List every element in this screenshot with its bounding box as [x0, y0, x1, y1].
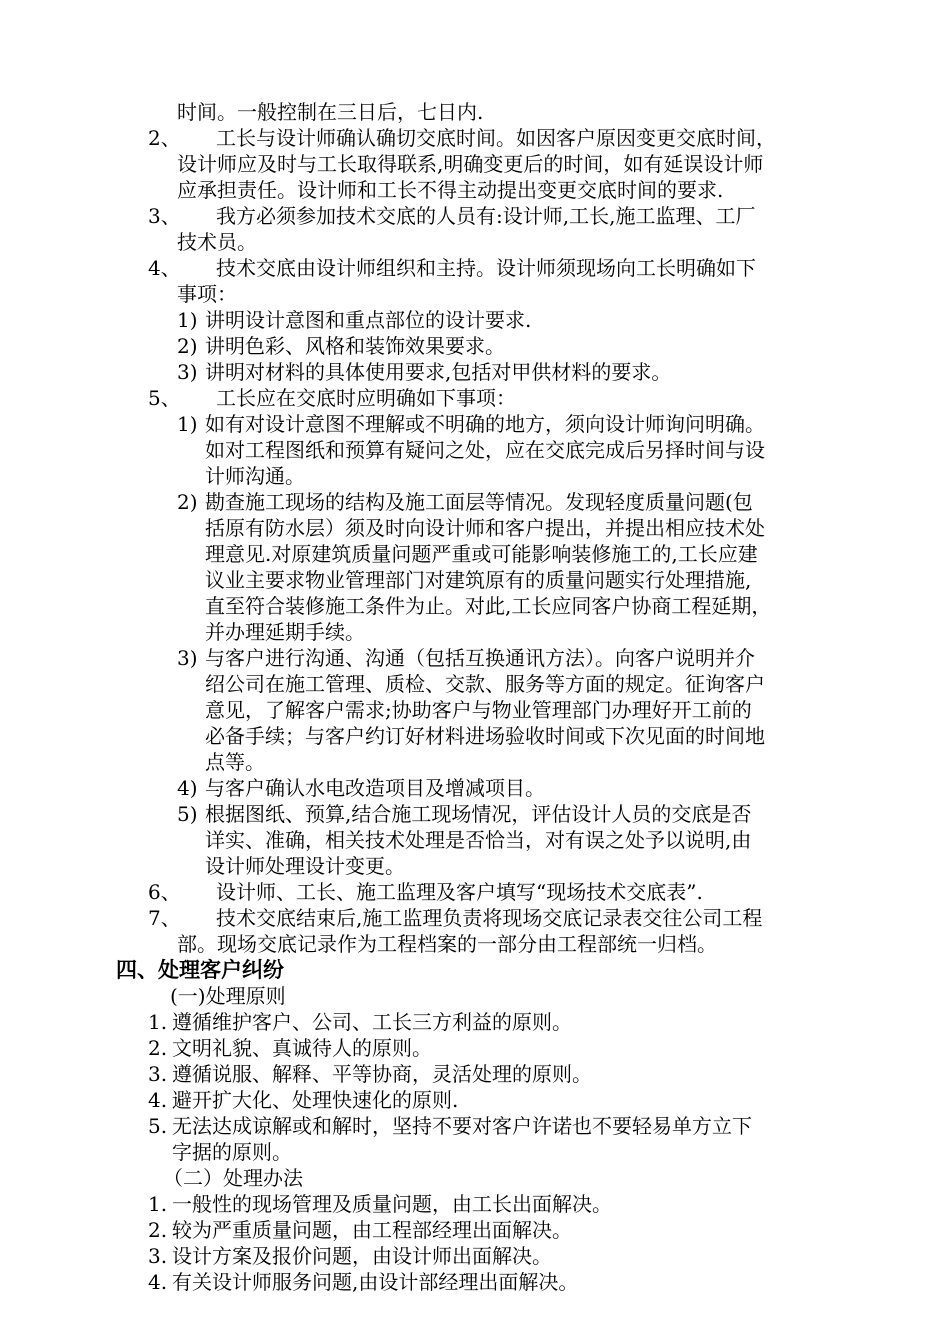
text-line: 绍公司在施工管理、质检、交款、服务等方面的规定。征询客户 [205, 672, 765, 696]
text-line: 技术员。 [177, 230, 257, 254]
text-line: 根据图纸、预算,结合施工现场情况，评估设计人员的交底是否 [205, 802, 752, 826]
text-line: 详实、准确，相关技术处理是否恰当，对有误之处予以说明,由 [205, 828, 752, 852]
text-line: 设计师、工长、施工监理及客户填写“现场技术交底表”. [216, 880, 703, 904]
sub-list-number: 2) [177, 490, 198, 514]
text-line: 时间。一般控制在三日后，七日内. [177, 100, 484, 124]
sub-list-number: 2) [177, 334, 198, 358]
sub-list-number: 1) [177, 308, 198, 332]
text-line: 如有对设计意图不理解或不明确的地方，须向设计师询问明确。 [205, 412, 765, 436]
text-line: 部。现场交底记录作为工程档案的一部分由工程部统一归档。 [177, 932, 717, 956]
list-number: 3、 [148, 204, 181, 228]
list-number: 5. [148, 1114, 168, 1138]
text-line: 讲明色彩、风格和装饰效果要求。 [205, 334, 505, 358]
text-line: 技术交底由设计师组织和主持。设计师须现场向工长明确如下 [216, 256, 756, 280]
text-line: 并办理延期手续。 [205, 620, 365, 644]
text-line: 设计师应及时与工长取得联系,明确变更后的时间，如有延误设计师 [177, 152, 764, 176]
text-line: 我方必须参加技术交底的人员有:设计师,工长,施工监理、工厂 [216, 204, 756, 228]
text-line: 与客户确认水电改造项目及增减项目。 [205, 776, 545, 800]
list-number: 2. [148, 1218, 168, 1242]
text-line: 与客户进行沟通、沟通（包括互换通讯方法）。向客户说明并介 [205, 646, 755, 670]
text-line: 勘查施工现场的结构及施工面层等情况。发现轻度质量问题(包 [205, 490, 753, 514]
text-line: 如对工程图纸和预算有疑问之处，应在交底完成后另择时间与设 [205, 438, 765, 462]
text-line: 设计师处理设计变更。 [205, 854, 405, 878]
list-number: 2. [148, 1036, 168, 1060]
text-line: 有关设计师服务问题,由设计部经理出面解决。 [172, 1270, 579, 1294]
text-line: 无法达成谅解或和解时，坚持不要对客户许诺也不要轻易单方立下 [172, 1114, 752, 1138]
text-line: 理意见.对原建筑质量问题严重或可能影响装修施工的,工长应建 [205, 542, 758, 566]
text-line: 文明礼貌、真诚待人的原则。 [172, 1036, 432, 1060]
text-line: 工长与设计师确认确切交底时间。如因客户原因变更交底时间， [216, 126, 776, 150]
sub-list-number: 1) [177, 412, 198, 436]
list-number: 4. [148, 1270, 168, 1294]
list-number: 2、 [148, 126, 181, 150]
text-line: 技术交底结束后,施工监理负责将现场交底记录表交往公司工程 [216, 906, 763, 930]
list-number: 3. [148, 1062, 168, 1086]
text-line: 括原有防水层）须及时向设计师和客户提出，并提出相应技术处 [205, 516, 765, 540]
sub-heading: （二）处理办法 [163, 1166, 303, 1190]
list-number: 1. [148, 1192, 168, 1216]
section-heading: 四、处理客户纠纷 [116, 958, 284, 982]
sub-list-number: 3) [177, 646, 198, 670]
text-line: 应承担责任。设计师和工长不得主动提出变更交底时间的要求. [177, 178, 724, 202]
text-line: 讲明设计意图和重点部位的设计要求. [205, 308, 532, 332]
list-number: 6、 [148, 880, 181, 904]
sub-list-number: 4) [177, 776, 198, 800]
text-line: 讲明对材料的具体使用要求,包括对甲供材料的要求。 [205, 360, 672, 384]
text-line: 事项： [177, 282, 237, 306]
list-number: 3. [148, 1244, 168, 1268]
text-line: 工长应在交底时应明确如下事项： [216, 386, 516, 410]
text-line: 议业主要求物业管理部门对建筑原有的质量问题实行处理措施, [205, 568, 752, 592]
list-number: 5、 [148, 386, 181, 410]
sub-heading: (一)处理原则 [170, 984, 286, 1008]
text-line: 避开扩大化、处理快速化的原则. [172, 1088, 459, 1112]
sub-list-number: 5) [177, 802, 198, 826]
text-line: 较为严重质量问题，由工程部经理出面解决。 [172, 1218, 572, 1242]
text-line: 字据的原则。 [172, 1140, 292, 1164]
text-line: 点等。 [205, 750, 265, 774]
text-line: 一般性的现场管理及质量问题，由工长出面解决。 [172, 1192, 612, 1216]
text-line: 遵循维护客户、公司、工长三方利益的原则。 [172, 1010, 572, 1034]
text-line: 计师沟通。 [205, 464, 305, 488]
list-number: 4. [148, 1088, 168, 1112]
list-number: 7、 [148, 906, 181, 930]
text-line: 遵循说服、解释、平等协商，灵活处理的原则。 [172, 1062, 592, 1086]
text-line: 直至符合装修施工条件为止。对此,工长应同客户协商工程延期， [205, 594, 772, 618]
list-number: 4、 [148, 256, 181, 280]
list-number: 1. [148, 1010, 168, 1034]
sub-list-number: 3) [177, 360, 198, 384]
text-line: 意见，了解客户需求;协助客户与物业管理部门办理好开工前的 [205, 698, 752, 722]
text-line: 必备手续；与客户约订好材料进场验收时间或下次见面的时间地 [205, 724, 765, 748]
text-line: 设计方案及报价问题，由设计师出面解决。 [172, 1244, 552, 1268]
